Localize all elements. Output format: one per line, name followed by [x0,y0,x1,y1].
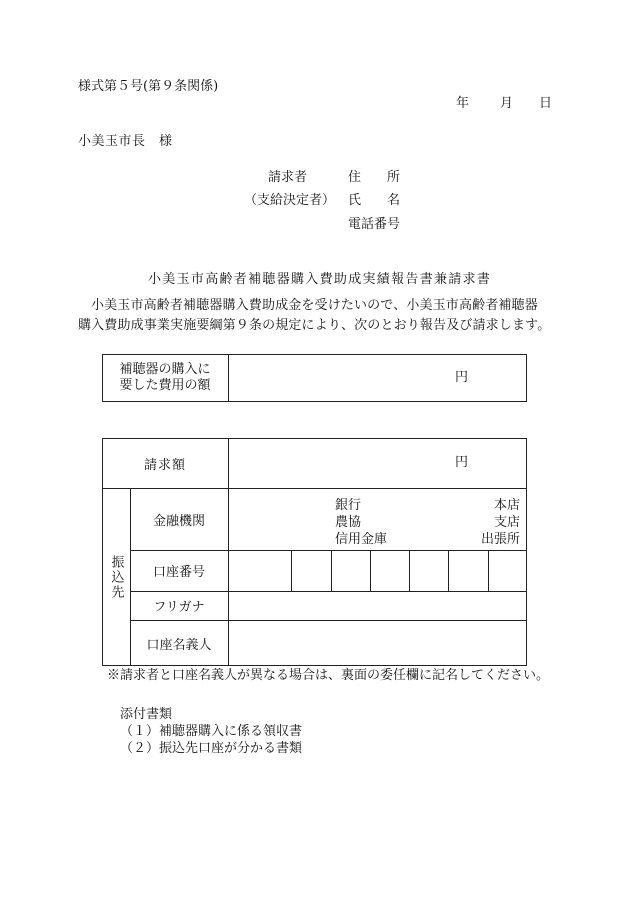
attachment-item: （２）振込先口座が分かる書類 [120,741,303,756]
account-cell-divider [448,550,449,591]
table-divider [228,438,229,666]
applicant-role: 請求者 [268,170,308,185]
address-label: 住 所 [348,170,401,185]
account-cell-divider [409,550,410,591]
claim-table [102,438,527,666]
date-day-label: 日 [539,96,553,111]
delegation-note: ※請求者と口座名義人が異なる場合は、裏面の委任欄に記名してください。 [107,668,550,683]
branch-type-head-office: 本店 [493,498,520,513]
document-title: 小美玉市高齢者補聴器購入費助成実績報告書兼請求書 [148,272,492,287]
cost-label-line: 要した費用の額 [119,378,211,393]
attachments-heading: 添付書類 [120,707,173,722]
bank-type-list [335,497,387,548]
account-cell-divider [331,550,332,591]
phone-label: 電話番号 [348,217,401,232]
branch-type-list [481,497,520,548]
date-month-label: 月 [500,96,514,111]
bank-type-credit-union: 信用金庫 [335,532,388,547]
date-year-label: 年 [456,96,470,111]
body-text-line: 小美玉市高齢者補聴器購入費助成金を受けたいので、小美玉市高齢者補聴器 [91,298,538,313]
cost-label-line: 補聴器の購入に [119,362,211,377]
bank-type-agri-coop: 農協 [335,515,362,530]
applicant-role-note: （支給決定者） [244,193,336,208]
transfer-label-cell [102,488,130,666]
account-holder-label: 口座名義人 [146,637,212,653]
account-cell-divider [291,550,292,591]
account-number-label: 口座番号 [152,565,205,580]
table-divider [228,354,229,402]
account-cell-divider [370,550,371,591]
cost-unit: 円 [455,370,469,385]
branch-type-branch: 支店 [493,515,520,530]
account-cell-divider [488,550,489,591]
cost-table [102,354,527,402]
addressee: 小美玉市長 様 [78,134,173,149]
claim-amount-unit: 円 [455,455,469,470]
attachment-item: （１）補聴器購入に係る領収書 [120,724,303,739]
branch-type-sub-branch: 出張所 [480,532,520,547]
form-number: 様式第５号(第９条関係) [78,79,219,94]
name-label: 氏 名 [348,193,401,208]
transfer-label: 振込先 [108,554,124,600]
body-text-line: 購入費助成事業実施要綱第９条の規定により、次のとおり報告及び請求します。 [78,318,551,333]
furigana-label: フリガナ [153,600,205,615]
bank-label: 金融機関 [152,513,205,529]
cost-label-cell [102,354,228,402]
bank-type-bank: 銀行 [335,498,362,513]
claim-amount-label: 請求額 [143,457,186,473]
